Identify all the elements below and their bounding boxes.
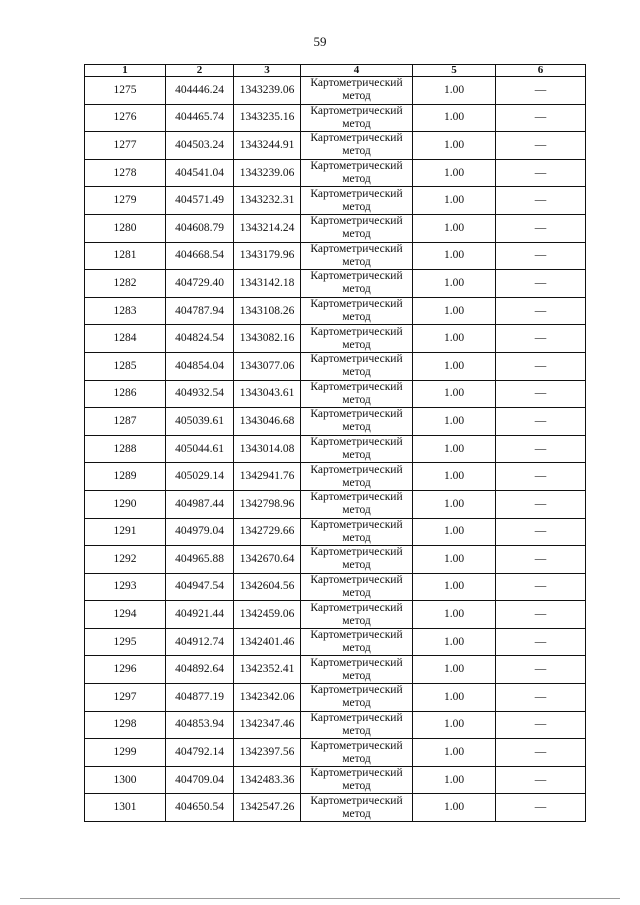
method-cell bbox=[301, 408, 413, 436]
table-row bbox=[85, 435, 586, 463]
point-number: 1279 bbox=[85, 187, 166, 215]
accuracy-value: 1.00 bbox=[413, 214, 496, 242]
point-number: 1276 bbox=[85, 104, 166, 132]
description-cell: — bbox=[496, 270, 586, 298]
method-line-1: Картометрический bbox=[310, 656, 403, 669]
point-number: 1278 bbox=[85, 159, 166, 187]
coordinate-x: 404921.44 bbox=[166, 601, 234, 629]
coordinate-y: 1343108.26 bbox=[234, 297, 301, 325]
coordinate-x: 404824.54 bbox=[166, 325, 234, 353]
table-row bbox=[85, 325, 586, 353]
method-cell bbox=[301, 573, 413, 601]
point-number: 1289 bbox=[85, 463, 166, 491]
method-line-2: метод bbox=[342, 476, 371, 489]
accuracy-value: 1.00 bbox=[413, 159, 496, 187]
coordinate-y: 1342352.41 bbox=[234, 656, 301, 684]
point-number: 1277 bbox=[85, 132, 166, 160]
description-cell: — bbox=[496, 242, 586, 270]
coordinate-y: 1343043.61 bbox=[234, 380, 301, 408]
method-line-1: Картометрический bbox=[310, 270, 403, 283]
coordinate-y: 1343142.18 bbox=[234, 270, 301, 298]
coordinate-y: 1343014.08 bbox=[234, 435, 301, 463]
point-number: 1290 bbox=[85, 490, 166, 518]
coordinate-x: 404787.94 bbox=[166, 297, 234, 325]
coordinate-x: 404853.94 bbox=[166, 711, 234, 739]
table-row bbox=[85, 518, 586, 546]
coordinate-x: 404932.54 bbox=[166, 380, 234, 408]
method-line-1: Картометрический bbox=[310, 739, 403, 752]
method-cell bbox=[301, 656, 413, 684]
method-line-2: метод bbox=[342, 669, 371, 682]
method-line-1: Картометрический bbox=[310, 104, 403, 117]
column-header: 1 bbox=[85, 65, 166, 77]
method-line-2: метод bbox=[342, 338, 371, 351]
accuracy-value: 1.00 bbox=[413, 77, 496, 105]
coordinate-y: 1342547.26 bbox=[234, 794, 301, 822]
coordinate-x: 404729.40 bbox=[166, 270, 234, 298]
method-line-2: метод bbox=[342, 421, 371, 434]
description-cell: — bbox=[496, 325, 586, 353]
accuracy-value: 1.00 bbox=[413, 463, 496, 491]
method-cell bbox=[301, 628, 413, 656]
description-cell: — bbox=[496, 490, 586, 518]
coordinate-x: 404650.54 bbox=[166, 794, 234, 822]
method-line-2: метод bbox=[342, 173, 371, 186]
method-line-1: Картометрический bbox=[310, 629, 403, 642]
table-row bbox=[85, 352, 586, 380]
page-bottom-edge bbox=[20, 898, 620, 899]
coordinate-y: 1342342.06 bbox=[234, 684, 301, 712]
method-line-2: метод bbox=[342, 586, 371, 599]
table-row bbox=[85, 684, 586, 712]
table-row bbox=[85, 77, 586, 105]
accuracy-value: 1.00 bbox=[413, 656, 496, 684]
description-cell: — bbox=[496, 573, 586, 601]
method-cell bbox=[301, 794, 413, 822]
point-number: 1292 bbox=[85, 546, 166, 574]
point-number: 1291 bbox=[85, 518, 166, 546]
table-row bbox=[85, 490, 586, 518]
method-cell bbox=[301, 546, 413, 574]
method-line-1: Картометрический bbox=[310, 684, 403, 697]
method-line-1: Картометрический bbox=[310, 325, 403, 338]
description-cell: — bbox=[496, 77, 586, 105]
method-cell bbox=[301, 352, 413, 380]
method-cell bbox=[301, 297, 413, 325]
description-cell: — bbox=[496, 435, 586, 463]
accuracy-value: 1.00 bbox=[413, 739, 496, 767]
method-line-1: Картометрический bbox=[310, 794, 403, 807]
accuracy-value: 1.00 bbox=[413, 546, 496, 574]
coordinate-x: 404608.79 bbox=[166, 214, 234, 242]
table-row bbox=[85, 573, 586, 601]
point-number: 1298 bbox=[85, 711, 166, 739]
method-cell bbox=[301, 270, 413, 298]
column-header: 5 bbox=[413, 65, 496, 77]
method-cell bbox=[301, 490, 413, 518]
description-cell: — bbox=[496, 408, 586, 436]
coordinate-x: 404503.24 bbox=[166, 132, 234, 160]
coordinate-y: 1342347.46 bbox=[234, 711, 301, 739]
method-cell bbox=[301, 601, 413, 629]
method-line-1: Картометрический bbox=[310, 573, 403, 586]
point-number: 1295 bbox=[85, 628, 166, 656]
method-line-2: метод bbox=[342, 807, 371, 820]
accuracy-value: 1.00 bbox=[413, 490, 496, 518]
coordinate-y: 1343046.68 bbox=[234, 408, 301, 436]
point-number: 1296 bbox=[85, 656, 166, 684]
method-line-2: метод bbox=[342, 366, 371, 379]
accuracy-value: 1.00 bbox=[413, 794, 496, 822]
point-number: 1299 bbox=[85, 739, 166, 767]
table-row bbox=[85, 601, 586, 629]
accuracy-value: 1.00 bbox=[413, 104, 496, 132]
coordinate-x: 404465.74 bbox=[166, 104, 234, 132]
method-line-1: Картометрический bbox=[310, 491, 403, 504]
column-header: 2 bbox=[166, 65, 234, 77]
method-line-1: Картометрический bbox=[310, 160, 403, 173]
coordinate-x: 404792.14 bbox=[166, 739, 234, 767]
method-line-2: метод bbox=[342, 780, 371, 793]
method-line-1: Картометрический bbox=[310, 77, 403, 90]
method-cell bbox=[301, 711, 413, 739]
point-number: 1286 bbox=[85, 380, 166, 408]
method-line-2: метод bbox=[342, 200, 371, 213]
table-row bbox=[85, 463, 586, 491]
column-header: 3 bbox=[234, 65, 301, 77]
method-cell bbox=[301, 380, 413, 408]
method-cell bbox=[301, 214, 413, 242]
description-cell: — bbox=[496, 601, 586, 629]
coordinate-x: 404987.44 bbox=[166, 490, 234, 518]
method-line-2: метод bbox=[342, 283, 371, 296]
method-line-2: метод bbox=[342, 255, 371, 268]
method-line-1: Картометрический bbox=[310, 711, 403, 724]
method-line-1: Картометрический bbox=[310, 132, 403, 145]
description-cell: — bbox=[496, 214, 586, 242]
coordinate-x: 404892.64 bbox=[166, 656, 234, 684]
coordinate-y: 1343214.24 bbox=[234, 214, 301, 242]
description-cell: — bbox=[496, 104, 586, 132]
coordinates-table bbox=[84, 64, 586, 822]
coordinate-x: 404979.04 bbox=[166, 518, 234, 546]
method-line-2: метод bbox=[342, 393, 371, 406]
description-cell: — bbox=[496, 711, 586, 739]
accuracy-value: 1.00 bbox=[413, 325, 496, 353]
method-line-1: Картометрический bbox=[310, 436, 403, 449]
method-line-1: Картометрический bbox=[310, 463, 403, 476]
method-line-2: метод bbox=[342, 449, 371, 462]
accuracy-value: 1.00 bbox=[413, 187, 496, 215]
coordinate-x: 404947.54 bbox=[166, 573, 234, 601]
method-cell bbox=[301, 242, 413, 270]
method-line-2: метод bbox=[342, 145, 371, 158]
accuracy-value: 1.00 bbox=[413, 628, 496, 656]
method-line-1: Картометрический bbox=[310, 380, 403, 393]
coordinate-y: 1342483.36 bbox=[234, 766, 301, 794]
coordinate-y: 1343082.16 bbox=[234, 325, 301, 353]
point-number: 1282 bbox=[85, 270, 166, 298]
method-line-2: метод bbox=[342, 642, 371, 655]
coordinate-y: 1342397.56 bbox=[234, 739, 301, 767]
description-cell: — bbox=[496, 518, 586, 546]
description-cell: — bbox=[496, 628, 586, 656]
method-line-2: метод bbox=[342, 697, 371, 710]
description-cell: — bbox=[496, 352, 586, 380]
method-cell bbox=[301, 739, 413, 767]
method-line-1: Картометрический bbox=[310, 242, 403, 255]
point-number: 1300 bbox=[85, 766, 166, 794]
method-line-1: Картометрический bbox=[310, 408, 403, 421]
method-line-1: Картометрический bbox=[310, 546, 403, 559]
coordinate-x: 404912.74 bbox=[166, 628, 234, 656]
table-row bbox=[85, 242, 586, 270]
description-cell: — bbox=[496, 380, 586, 408]
table-row bbox=[85, 380, 586, 408]
coordinate-x: 405039.61 bbox=[166, 408, 234, 436]
coordinate-y: 1342798.96 bbox=[234, 490, 301, 518]
method-cell bbox=[301, 325, 413, 353]
coordinate-y: 1343239.06 bbox=[234, 77, 301, 105]
coordinate-y: 1342604.56 bbox=[234, 573, 301, 601]
description-cell: — bbox=[496, 766, 586, 794]
point-number: 1284 bbox=[85, 325, 166, 353]
table-row bbox=[85, 408, 586, 436]
coordinate-x: 404446.24 bbox=[166, 77, 234, 105]
method-cell bbox=[301, 435, 413, 463]
accuracy-value: 1.00 bbox=[413, 766, 496, 794]
coordinate-x: 404877.19 bbox=[166, 684, 234, 712]
method-line-2: метод bbox=[342, 90, 371, 103]
column-header: 4 bbox=[301, 65, 413, 77]
table-row bbox=[85, 214, 586, 242]
coordinate-y: 1342401.46 bbox=[234, 628, 301, 656]
description-cell: — bbox=[496, 546, 586, 574]
point-number: 1288 bbox=[85, 435, 166, 463]
method-line-1: Картометрический bbox=[310, 601, 403, 614]
method-line-1: Картометрический bbox=[310, 215, 403, 228]
coordinate-y: 1343179.96 bbox=[234, 242, 301, 270]
description-cell: — bbox=[496, 132, 586, 160]
column-header: 6 bbox=[496, 65, 586, 77]
coordinate-y: 1342459.06 bbox=[234, 601, 301, 629]
table-row bbox=[85, 546, 586, 574]
table-row bbox=[85, 132, 586, 160]
method-line-2: метод bbox=[342, 724, 371, 737]
table-row bbox=[85, 656, 586, 684]
method-line-2: метод bbox=[342, 752, 371, 765]
coordinate-x: 404709.04 bbox=[166, 766, 234, 794]
accuracy-value: 1.00 bbox=[413, 242, 496, 270]
point-number: 1283 bbox=[85, 297, 166, 325]
method-cell bbox=[301, 187, 413, 215]
table-row bbox=[85, 104, 586, 132]
description-cell: — bbox=[496, 656, 586, 684]
method-line-1: Картометрический bbox=[310, 187, 403, 200]
method-line-2: метод bbox=[342, 559, 371, 572]
table-row bbox=[85, 711, 586, 739]
table-row bbox=[85, 766, 586, 794]
coordinate-y: 1343239.06 bbox=[234, 159, 301, 187]
method-cell bbox=[301, 159, 413, 187]
description-cell: — bbox=[496, 684, 586, 712]
coordinate-x: 404571.49 bbox=[166, 187, 234, 215]
table-row bbox=[85, 794, 586, 822]
accuracy-value: 1.00 bbox=[413, 435, 496, 463]
description-cell: — bbox=[496, 187, 586, 215]
description-cell: — bbox=[496, 463, 586, 491]
method-line-1: Картометрический bbox=[310, 298, 403, 311]
table-row bbox=[85, 628, 586, 656]
table-header-row bbox=[85, 65, 586, 77]
method-cell bbox=[301, 766, 413, 794]
point-number: 1287 bbox=[85, 408, 166, 436]
method-line-1: Картометрический bbox=[310, 353, 403, 366]
accuracy-value: 1.00 bbox=[413, 270, 496, 298]
accuracy-value: 1.00 bbox=[413, 352, 496, 380]
table-row bbox=[85, 739, 586, 767]
method-cell bbox=[301, 77, 413, 105]
accuracy-value: 1.00 bbox=[413, 684, 496, 712]
method-cell bbox=[301, 463, 413, 491]
accuracy-value: 1.00 bbox=[413, 601, 496, 629]
coordinate-x: 405029.14 bbox=[166, 463, 234, 491]
coordinate-y: 1343244.91 bbox=[234, 132, 301, 160]
coordinate-y: 1343077.06 bbox=[234, 352, 301, 380]
method-cell bbox=[301, 684, 413, 712]
accuracy-value: 1.00 bbox=[413, 711, 496, 739]
coordinate-x: 405044.61 bbox=[166, 435, 234, 463]
coordinate-x: 404668.54 bbox=[166, 242, 234, 270]
method-line-2: метод bbox=[342, 531, 371, 544]
point-number: 1281 bbox=[85, 242, 166, 270]
method-line-2: метод bbox=[342, 117, 371, 130]
accuracy-value: 1.00 bbox=[413, 380, 496, 408]
method-line-2: метод bbox=[342, 614, 371, 627]
description-cell: — bbox=[496, 739, 586, 767]
accuracy-value: 1.00 bbox=[413, 132, 496, 160]
method-line-1: Картометрический bbox=[310, 767, 403, 780]
coordinate-y: 1342729.66 bbox=[234, 518, 301, 546]
accuracy-value: 1.00 bbox=[413, 408, 496, 436]
coordinate-x: 404965.88 bbox=[166, 546, 234, 574]
coordinate-x: 404541.04 bbox=[166, 159, 234, 187]
point-number: 1280 bbox=[85, 214, 166, 242]
method-line-2: метод bbox=[342, 228, 371, 241]
description-cell: — bbox=[496, 794, 586, 822]
method-line-2: метод bbox=[342, 311, 371, 324]
method-line-2: метод bbox=[342, 504, 371, 517]
coordinate-y: 1342670.64 bbox=[234, 546, 301, 574]
method-line-1: Картометрический bbox=[310, 518, 403, 531]
table-row bbox=[85, 159, 586, 187]
description-cell: — bbox=[496, 159, 586, 187]
point-number: 1285 bbox=[85, 352, 166, 380]
method-cell bbox=[301, 518, 413, 546]
coordinate-y: 1342941.76 bbox=[234, 463, 301, 491]
method-cell bbox=[301, 104, 413, 132]
description-cell: — bbox=[496, 297, 586, 325]
point-number: 1301 bbox=[85, 794, 166, 822]
coordinate-x: 404854.04 bbox=[166, 352, 234, 380]
coordinate-y: 1343235.16 bbox=[234, 104, 301, 132]
point-number: 1275 bbox=[85, 77, 166, 105]
point-number: 1297 bbox=[85, 684, 166, 712]
coordinate-y: 1343232.31 bbox=[234, 187, 301, 215]
point-number: 1293 bbox=[85, 573, 166, 601]
accuracy-value: 1.00 bbox=[413, 573, 496, 601]
table-row bbox=[85, 187, 586, 215]
page-number: 59 bbox=[313, 34, 327, 49]
table-row bbox=[85, 270, 586, 298]
table-row bbox=[85, 297, 586, 325]
point-number: 1294 bbox=[85, 601, 166, 629]
method-cell bbox=[301, 132, 413, 160]
accuracy-value: 1.00 bbox=[413, 518, 496, 546]
accuracy-value: 1.00 bbox=[413, 297, 496, 325]
